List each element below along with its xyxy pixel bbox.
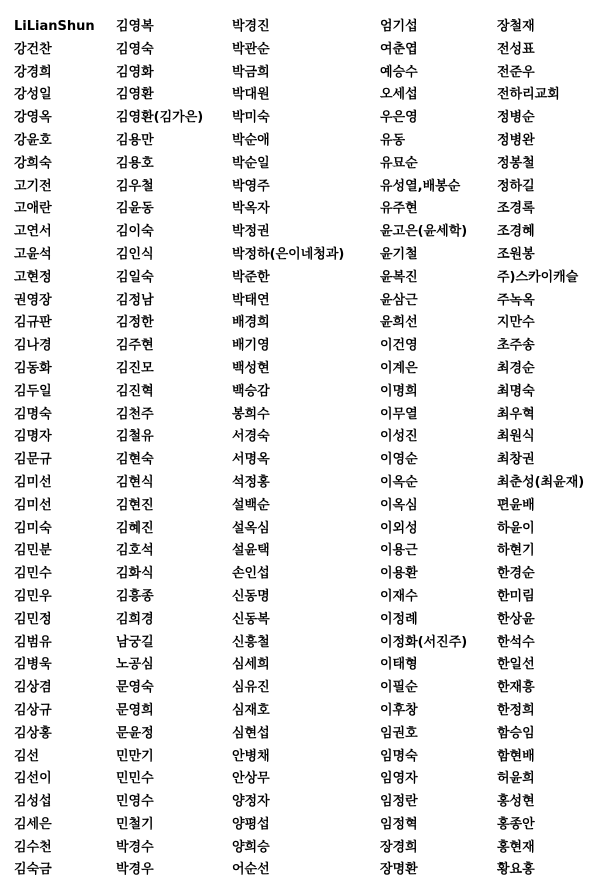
- name-entry: 황요홍: [497, 862, 535, 878]
- name-entry: 이용환: [380, 566, 418, 582]
- name-entry: 김혜진: [116, 520, 154, 536]
- name-entry: 신동명: [232, 588, 270, 604]
- name-entry: 함승임: [497, 725, 535, 741]
- name-entry: 조경록: [497, 201, 535, 217]
- name-entry: 백성현: [232, 360, 270, 376]
- name-entry: 김정한: [116, 315, 154, 331]
- name-entry: 정하길: [497, 178, 535, 194]
- name-entry: 김천주: [116, 406, 154, 422]
- name-entry: 최원식: [497, 429, 535, 445]
- name-entry: 박관순: [232, 41, 270, 57]
- name-entry: 이정화(서진주): [380, 634, 468, 650]
- name-entry: 김호석: [116, 543, 154, 559]
- name-entry: 김영복: [116, 19, 154, 34]
- name-entry: 정봉철: [497, 155, 535, 171]
- name-entry: 김용호: [116, 155, 154, 171]
- name-entry: 김선: [14, 748, 40, 764]
- name-entry: 김현숙: [116, 452, 154, 468]
- name-entry: 유동: [380, 132, 406, 148]
- name-entry: 이외성: [380, 520, 418, 536]
- name-entry: 김세은: [14, 816, 52, 832]
- name-entry: 김영화: [116, 64, 154, 80]
- name-entry: 김영환(김가은): [116, 110, 204, 126]
- name-entry: 양평섭: [232, 816, 270, 832]
- name-entry: 이용근: [380, 543, 418, 559]
- name-entry: 주)스카이캐슬: [497, 269, 579, 285]
- name-entry: 이옥순: [380, 474, 418, 490]
- name-entry: 김용만: [116, 132, 154, 148]
- name-entry: 이건영: [380, 338, 418, 354]
- name-entry: 한석수: [497, 634, 535, 650]
- name-entry: 김현식: [116, 474, 154, 490]
- name-entry: 민영수: [116, 794, 154, 810]
- name-entry: 김나경: [14, 338, 52, 354]
- name-column-1: [14, 16, 114, 882]
- name-entry: 유주현: [380, 201, 418, 217]
- name-entry: 심현섭: [232, 725, 270, 741]
- name-entry: 조경혜: [497, 224, 535, 240]
- name-entry: 허윤희: [497, 771, 535, 787]
- name-entry: 유묘순: [380, 155, 418, 171]
- name-entry: 어순선: [232, 862, 270, 878]
- name-entry: 오세섭: [380, 87, 418, 103]
- name-entry: 윤복진: [380, 269, 418, 285]
- name-entry: 최춘성(최윤재): [497, 474, 585, 490]
- name-entry: 강경희: [14, 64, 52, 80]
- name-entry: 손인섭: [232, 566, 270, 582]
- name-entry: 김윤동: [116, 201, 154, 217]
- name-entry: LiLianShun: [14, 19, 95, 34]
- name-entry: 한미림: [497, 588, 535, 604]
- name-entry: 박경진: [232, 19, 270, 34]
- name-entry: 고기전: [14, 178, 52, 194]
- name-entry: 박대원: [232, 87, 270, 103]
- name-entry: 조원봉: [497, 246, 535, 262]
- name-entry: 하현기: [497, 543, 535, 559]
- name-entry: 노공심: [116, 657, 154, 673]
- name-entry: 강성일: [14, 87, 52, 103]
- name-entry: 초주송: [497, 338, 535, 354]
- name-entry: 한상윤: [497, 611, 535, 627]
- name-entry: 여춘엽: [380, 41, 418, 57]
- name-entry: 문영희: [116, 702, 154, 718]
- name-entry: 최우혁: [497, 406, 535, 422]
- name-entry: 전준우: [497, 64, 535, 80]
- name-entry: 고현정: [14, 269, 52, 285]
- name-entry: 설옥심: [232, 520, 270, 536]
- name-entry: 장철재: [497, 19, 535, 34]
- name-entry: 남궁길: [116, 634, 154, 650]
- name-entry: 박경우: [116, 862, 154, 878]
- name-entry: 엄기섭: [380, 19, 418, 34]
- name-entry: 전하리교회: [497, 87, 560, 103]
- name-entry: 임명숙: [380, 748, 418, 764]
- name-entry: 문영숙: [116, 680, 154, 696]
- name-entry: 강영옥: [14, 110, 52, 126]
- name-entry: 박태연: [232, 292, 270, 308]
- name-entry: 김민우: [14, 588, 52, 604]
- name-entry: 김주현: [116, 338, 154, 354]
- name-entry: 김상규: [14, 702, 52, 718]
- name-column-5: [497, 16, 607, 882]
- name-entry: 석정홍: [232, 474, 270, 490]
- name-entry: 봉희수: [232, 406, 270, 422]
- name-entry: 신동복: [232, 611, 270, 627]
- name-entry: 민철기: [116, 816, 154, 832]
- name-entry: 한정희: [497, 702, 535, 718]
- name-entry: 김진혁: [116, 383, 154, 399]
- name-entry: 심유진: [232, 680, 270, 696]
- name-entry: 박금희: [232, 64, 270, 80]
- name-entry: 김이숙: [116, 224, 154, 240]
- name-entry: 고윤석: [14, 246, 52, 262]
- name-entry: 김흥종: [116, 588, 154, 604]
- name-entry: 안상무: [232, 771, 270, 787]
- name-entry: 심재호: [232, 702, 270, 718]
- name-entry: 박순애: [232, 132, 270, 148]
- name-entry: 임정란: [380, 794, 418, 810]
- name-column-3: [232, 16, 378, 882]
- name-entry: 김문규: [14, 452, 52, 468]
- name-entry: 김수천: [14, 839, 52, 855]
- name-entry: 김우철: [116, 178, 154, 194]
- name-entry: 홍현재: [497, 839, 535, 855]
- name-entry: 정병순: [497, 110, 535, 126]
- name-entry: 민민수: [116, 771, 154, 787]
- name-entry: 김진모: [116, 360, 154, 376]
- name-entry: 주녹옥: [497, 292, 535, 308]
- name-entry: 배경희: [232, 315, 270, 331]
- name-entry: 민만기: [116, 748, 154, 764]
- name-entry: 김현진: [116, 497, 154, 513]
- name-entry: 배기영: [232, 338, 270, 354]
- name-entry: 김성섭: [14, 794, 52, 810]
- name-entry: 김명자: [14, 429, 52, 445]
- name-entry: 윤희선: [380, 315, 418, 331]
- name-entry: 홍성현: [497, 794, 535, 810]
- name-column-2: [116, 16, 230, 882]
- name-entry: 이명희: [380, 383, 418, 399]
- name-entry: 김일숙: [116, 269, 154, 285]
- name-entry: 최창권: [497, 452, 535, 468]
- name-entry: 함현배: [497, 748, 535, 764]
- name-entry: 설윤택: [232, 543, 270, 559]
- name-entry: 박준한: [232, 269, 270, 285]
- name-entry: 강건찬: [14, 41, 52, 57]
- name-entry: 장명환: [380, 862, 418, 878]
- name-entry: 이필순: [380, 680, 418, 696]
- name-entry: 안병채: [232, 748, 270, 764]
- name-entry: 김민수: [14, 566, 52, 582]
- name-entry: 강희숙: [14, 155, 52, 171]
- name-entry: 김미선: [14, 497, 52, 513]
- name-entry: 윤삼근: [380, 292, 418, 308]
- name-entry: 김미숙: [14, 520, 52, 536]
- name-entry: 권영장: [14, 292, 52, 308]
- name-entry: 김영환: [116, 87, 154, 103]
- name-entry: 우은영: [380, 110, 418, 126]
- name-entry: 한일선: [497, 657, 535, 673]
- name-entry: 김화식: [116, 566, 154, 582]
- name-entry: 이영순: [380, 452, 418, 468]
- name-entry: 장경희: [380, 839, 418, 855]
- name-entry: 심세희: [232, 657, 270, 673]
- name-entry: 박순일: [232, 155, 270, 171]
- name-entry: 고애란: [14, 201, 52, 217]
- name-entry: 이후창: [380, 702, 418, 718]
- name-entry: 이태형: [380, 657, 418, 673]
- name-entry: 김규판: [14, 315, 52, 331]
- name-entry: 정병완: [497, 132, 535, 148]
- name-entry: 한재흥: [497, 680, 535, 696]
- name-entry: 박경수: [116, 839, 154, 855]
- name-entry: 서명옥: [232, 452, 270, 468]
- name-entry: 김동화: [14, 360, 52, 376]
- name-entry: 하윤이: [497, 520, 535, 536]
- name-column-4: [380, 16, 496, 882]
- name-entry: 이계은: [380, 360, 418, 376]
- name-entry: 이무열: [380, 406, 418, 422]
- name-entry: 이성진: [380, 429, 418, 445]
- name-entry: 박정권: [232, 224, 270, 240]
- name-entry: 한경순: [497, 566, 535, 582]
- name-entry: 김미선: [14, 474, 52, 490]
- name-entry: 최경순: [497, 360, 535, 376]
- name-entry: 김철유: [116, 429, 154, 445]
- name-entry: 박영주: [232, 178, 270, 194]
- name-entry: 김정남: [116, 292, 154, 308]
- name-entry: 김병욱: [14, 657, 52, 673]
- name-entry: 김민분: [14, 543, 52, 559]
- name-entry: 이옥심: [380, 497, 418, 513]
- name-entry: 박미숙: [232, 110, 270, 126]
- name-entry: 임영자: [380, 771, 418, 787]
- name-entry: 양정자: [232, 794, 270, 810]
- name-entry: 이재수: [380, 588, 418, 604]
- name-entry: 신흥철: [232, 634, 270, 650]
- name-entry: 박옥자: [232, 201, 270, 217]
- name-entry: 양희승: [232, 839, 270, 855]
- name-entry: 전성표: [497, 41, 535, 57]
- name-entry: 문윤정: [116, 725, 154, 741]
- name-entry: 홍종안: [497, 816, 535, 832]
- name-entry: 김명숙: [14, 406, 52, 422]
- name-entry: 설백순: [232, 497, 270, 513]
- name-entry: 최명숙: [497, 383, 535, 399]
- name-entry: 이정례: [380, 611, 418, 627]
- name-entry: 윤고은(윤세학): [380, 224, 468, 240]
- name-entry: 김상겸: [14, 680, 52, 696]
- name-entry: 임정혁: [380, 816, 418, 832]
- name-entry: 김선이: [14, 771, 52, 787]
- name-entry: 김영숙: [116, 41, 154, 57]
- name-entry: 고연서: [14, 224, 52, 240]
- name-entry: 김상홍: [14, 725, 52, 741]
- name-entry: 김희경: [116, 611, 154, 627]
- name-entry: 지만수: [497, 315, 535, 331]
- name-entry: 강윤호: [14, 132, 52, 148]
- name-entry: 유성열,배봉순: [380, 178, 461, 194]
- name-entry: 김범유: [14, 634, 52, 650]
- name-entry: 박정하(은이네청과): [232, 246, 345, 262]
- name-entry: 김숙금: [14, 862, 52, 878]
- name-entry: 서경숙: [232, 429, 270, 445]
- name-entry: 임권호: [380, 725, 418, 741]
- name-entry: 예승수: [380, 64, 418, 80]
- name-entry: 편윤배: [497, 497, 535, 513]
- name-entry: 김두일: [14, 383, 52, 399]
- name-entry: 윤기철: [380, 246, 418, 262]
- name-entry: 백승감: [232, 383, 270, 399]
- name-entry: 김민정: [14, 611, 52, 627]
- name-entry: 김인식: [116, 246, 154, 262]
